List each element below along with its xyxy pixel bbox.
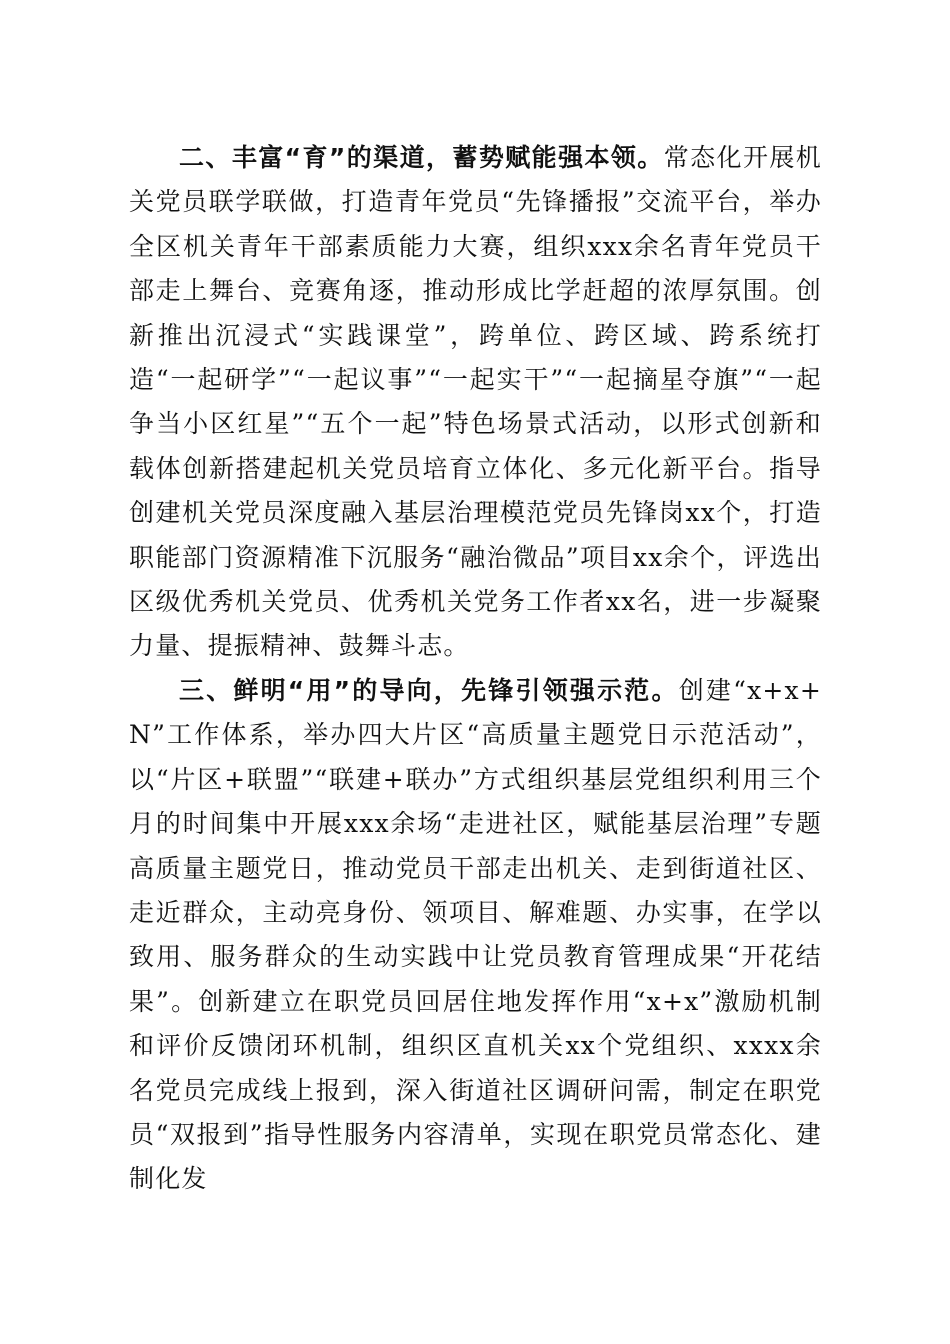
paragraph-cultivate bbox=[129, 136, 822, 669]
document-page bbox=[129, 136, 822, 1202]
paragraph-heading: 三、鲜明“用”的导向，先锋引领强示范。 bbox=[179, 675, 679, 705]
paragraph-body: 常态化开展机关党员联学联做，打造青年党员“先锋播报”交流平台，举办全区机关青年干部素质能力大赛，组织xxx余名青年党员干部走上舞台、竞赛角逐，推动形成比学赶超的浓厚氛围。创新推出沉浸式“实践课堂”，跨单位、跨区域、跨系统打造“一起研学”“一起议事”“一起实干”“一起摘星夺旗”“一起争当小区红星”“五个一起”特色场景式活动，以形式创新和载体创新搭建起机关党员培育立体化、多元化新平台。指导创建机关党员深度融入基层治理模范党员先锋岗xx个，打造职能部门资源精准下沉服务“融治微品”项目xx余个，评选出区级优秀机关党员、优秀机关党务工作者xx名，进一步凝聚力量、提振精神、鼓舞斗志。 bbox=[129, 143, 823, 661]
paragraph-body: 创建“x+x+N”工作体系，举办四大片区“高质量主题党日示范活动”，以“片区+联盟”“联建+联办”方式组织基层党组织利用三个月的时间集中开展xxx余场“走进社区，赋能基层治理”专题高质量主题党日，推动党员干部走出机关、走到街道社区、走近群众，主动亮身份、领项目、解难题、办实事，在学以致用、服务群众的生动实践中让党员教育管理成果“开花结果”。创新建立在职党员回居住地发挥作用“x+x”激励机制和评价反馈闭环机制，组织区直机关xx个党组织、xxxx余名党员完成线上报到，深入街道社区调研问需，制定在职党员“双报到”指导性服务内容清单，实现在职党员常态化、建制化发 bbox=[129, 675, 822, 1194]
paragraph-heading: 二、丰富“育”的渠道，蓄势赋能强本领。 bbox=[179, 143, 664, 172]
paragraph-use bbox=[129, 669, 822, 1202]
